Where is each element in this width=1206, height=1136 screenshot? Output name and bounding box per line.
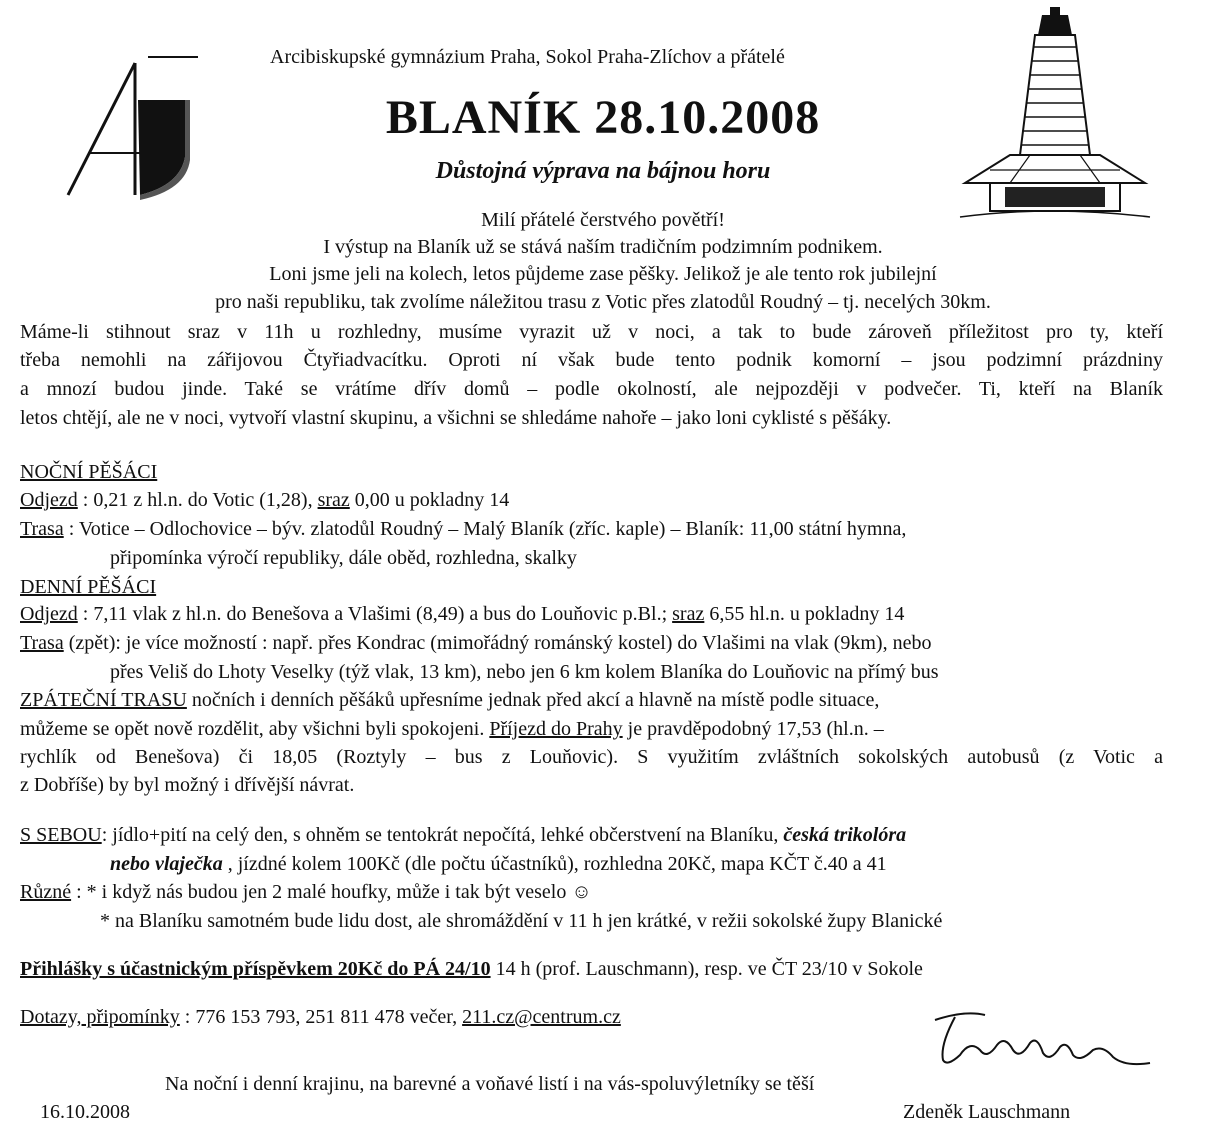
intro-paragraph-line-1: Máme-li stihnout sraz v 11h u rozhledny, musíme vyrazit už v noci, a tak to bude zároveň příležitost pro ty, kteří [20,321,1163,343]
day-departure [20,602,904,626]
route-text: (zpět): je více možností : např. přes Kondrac (mimořádný románský kostel) do Vlašimi na vlak (9km), nebo [63,632,932,654]
bring-text: , jízdné kolem 100Kč (dle počtu účastníků), rozhledna 20Kč, mapa KČT č.40 a 41 [222,853,887,875]
contact-phones: : 776 153 793, 251 811 478 večer, [179,1006,463,1028]
misc-text: : * i když nás budou jen 2 malé houfky, může i tak být veselo ☺ [71,881,592,903]
return-text: je pravděpodobný 17,53 (hl.n. – [622,718,884,740]
route-label: Trasa [20,632,64,654]
signup-text: 14 h (prof. Lauschmann), resp. ve ČT 23/10 v Sokole [490,958,923,980]
arrival-label: Příjezd do Prahy [489,718,623,740]
intro-paragraph-line-3: a mnozí budou jinde. Také se vrátíme dřív domů – podle okolností, ale nejpozději v podvečer. Ti, kteří na Blaník [20,378,1163,400]
page-subtitle: Důstojná výprava na bájnou horu [435,158,771,184]
intro-line-1: I výstup na Blaník už se stává naším tradičním podzimním podnikem. [323,236,883,258]
night-departure [20,488,509,512]
departure-text: : 0,21 z hl.n. do Votic (1,28), [77,489,318,511]
return-line-4: z Dobříše) by byl možný i dřívější návrat. [20,774,355,796]
signature [925,1005,1155,1085]
greeting: Milí přátelé čerstvého povětří! [481,209,725,231]
night-route [20,517,906,541]
meeting-label: sraz [672,603,705,625]
signup-label: Přihlášky s účastnickým příspěvkem 20Kč do PÁ 24/10 [20,958,491,980]
signup-line [20,957,923,981]
return-text: nočních i denních pěšáků upřesníme jednak před akcí a hlavně na místě podle situace, [186,689,880,711]
departure-label: Odjezd [20,603,78,625]
meeting-label: sraz [317,489,350,511]
departure-label: Odjezd [20,489,78,511]
night-route-continued: připomínka výročí republiky, dále oběd, rozhledna, skalky [110,547,577,569]
intro-line-3: pro naši republiku, tak zvolíme náležitou trasu z Votic přes zlatodůl Roudný – tj. necelých 30km. [215,291,991,313]
night-walkers-heading: NOČNÍ PĚŠÁCI [20,461,158,483]
contact-label: Dotazy, připomínky [20,1006,180,1028]
organizers: Arcibiskupské gymnázium Praha, Sokol Praha-Zlíchov a přátelé [270,46,785,68]
closing-text: Na noční i denní krajinu, na barevné a voňavé listí i na vás-spoluvýletníky se těší [165,1073,815,1095]
intro-paragraph-line-2: třeba nemohli na zářijovou Čtyřiadvacítku. Oproti ní však bude tento podnik komorní – jsou podzimní prázdniny [20,349,1163,371]
return-line-1 [20,688,879,712]
return-label: ZPÁTEČNÍ TRASU [20,689,187,711]
day-walkers-heading: DENNÍ PĚŠÁCI [20,576,157,598]
closing-date: 16.10.2008 [40,1101,130,1123]
misc-line-1 [20,880,592,904]
contact-line [20,1005,621,1029]
route-text: : Votice – Odlochovice – býv. zlatodůl Roudný – Malý Blaník (zříc. kaple) – Blaník: 11,00 státní hymna, [63,518,907,540]
return-line-2 [20,717,884,741]
intro-paragraph-line-4: letos chtějí, ale ne v noci, vytvoří vlastní skupinu, a všichni se shledáme nahoře – jako loni cyklisté s pěšáky. [20,407,892,429]
meeting-text: 6,55 hl.n. u pokladny 14 [704,603,905,625]
misc-label: Různé [20,881,72,903]
return-text: můžeme se opět nově rozdělit, aby všichni byli spokojeni. [20,718,490,740]
meeting-text: 0,00 u pokladny 14 [349,489,510,511]
route-label: Trasa [20,518,64,540]
bring-line-2 [110,852,887,876]
intro-line-2: Loni jsme jeli na kolech, letos půjdeme zase pěšky. Jelikož je ale tento rok jubilejní [269,263,937,285]
flag-text: nebo vlaječka [110,853,223,875]
tricolour-text: česká trikolóra [783,824,907,846]
bring-label: S SEBOU [20,824,102,846]
day-route [20,631,931,655]
bring-line-1 [20,823,906,847]
day-route-continued: přes Veliš do Lhoty Veselky (týž vlak, 13 km), nebo jen 6 km kolem Blaníka do Louňovic na přímý bus [110,661,939,683]
misc-line-2: * na Blaníku samotném bude lidu dost, ale shromáždění v 11 h jen krátké, v režii sokolské župy Blanické [100,910,943,932]
bring-text: : jídlo+pití na celý den, s ohněm se tentokrát nepočítá, lehké občerstvení na Blaníku, [101,824,784,846]
return-line-3: rychlík od Benešova) či 18,05 (Roztyly – bus z Louňovic). S využitím zvláštních sokolských autobusů (z Votic a [20,746,1163,768]
author-name: Zdeněk Lauschmann [903,1101,1071,1123]
departure-text: : 7,11 vlak z hl.n. do Benešova a Vlašimi (8,49) a bus do Louňovic p.Bl.; [77,603,673,625]
page-title: BLANÍK 28.10.2008 [385,91,821,144]
contact-email[interactable]: 211.cz@centrum.cz [462,1006,621,1028]
